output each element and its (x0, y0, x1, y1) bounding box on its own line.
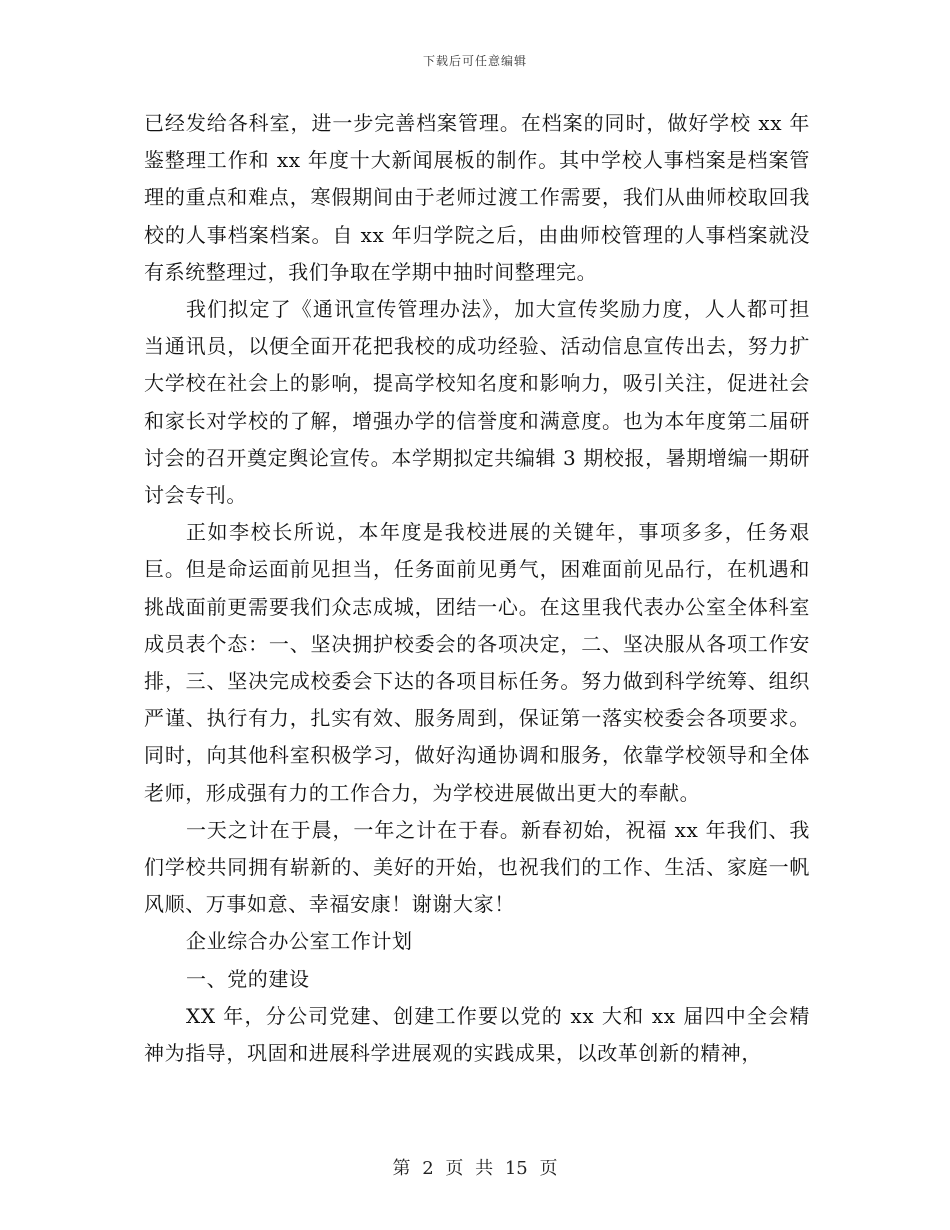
document-body (144, 105, 810, 1072)
paragraph-new-year-wishes: 一天之计在于晨，一年之计在于春。新春初始，祝福 xx 年我们、我们学校共同拥有崭新的、美好的开始，也祝我们的工作、生活、家庭一帆风顺、万事如意、幸福安康！谢谢大家！ (144, 817, 810, 917)
section-heading-party-building: 一、党的建设 (186, 966, 310, 991)
paragraph-publicity: 我们拟定了《通讯宣传管理办法》，加大宣传奖励力度，人人都可担当通讯员，以便全面开花把我校的成功经验、活动信息宣传出去，努力扩大学校在社会上的影响，提高学校知名度和影响力，吸引关注，促进社会和家长对学校的了解，增强办学的信誉度和满意度。也为本年度第二届研讨会的召开奠定舆论宣传。本学期拟定共编辑 3 期校报，暑期增编一期研讨会专刊。 (144, 297, 810, 508)
page-number: 第 2 页 共 15 页 (392, 1158, 558, 1179)
paragraph-archive-management: 已经发给各科室，进一步完善档案管理。在档案的同时，做好学校 xx 年鉴整理工作和 xx 年度十大新闻展板的制作。其中学校人事档案是档案管理的重点和难点，寒假期间由于老师过渡工作需要，我们从曲师校取回我校的人事档案档案。自 xx 年归学院之后，由曲师校管理的人事档案就没有系统整理过，我们争取在学期中抽时间整理完。 (144, 111, 810, 284)
paragraph-key-year: 正如李校长所说，本年度是我校进展的关键年，事项多多，任务艰巨。但是命运面前见担当，任务面前见勇气，困难面前见品行，在机遇和挑战面前更需要我们众志成城，团结一心。在这里我代表办公室全体科室成员表个态：一、坚决拥护校委会的各项决定，二、坚决服从各项工作安排，三、坚决完成校委会下达的各项目标任务。努力做到科学统筹、组织严谨、执行有力，扎实有效、服务周到，保证第一落实校委会各项要求。同时，向其他科室积极学习，做好沟通协调和服务，依靠学校领导和全体老师，形成强有力的工作合力，为学校进展做出更大的奉献。 (144, 520, 810, 805)
section-title-work-plan: 企业综合办公室工作计划 (186, 929, 413, 954)
paragraph-party-building: XX 年，分公司党建、创建工作要以党的 xx 大和 xx 届四中全会精神为指导，巩固和进展科学进展观的实践成果，以改革创新的精神， (144, 1003, 810, 1066)
page-header: 下载后可任意编辑 (422, 54, 527, 68)
